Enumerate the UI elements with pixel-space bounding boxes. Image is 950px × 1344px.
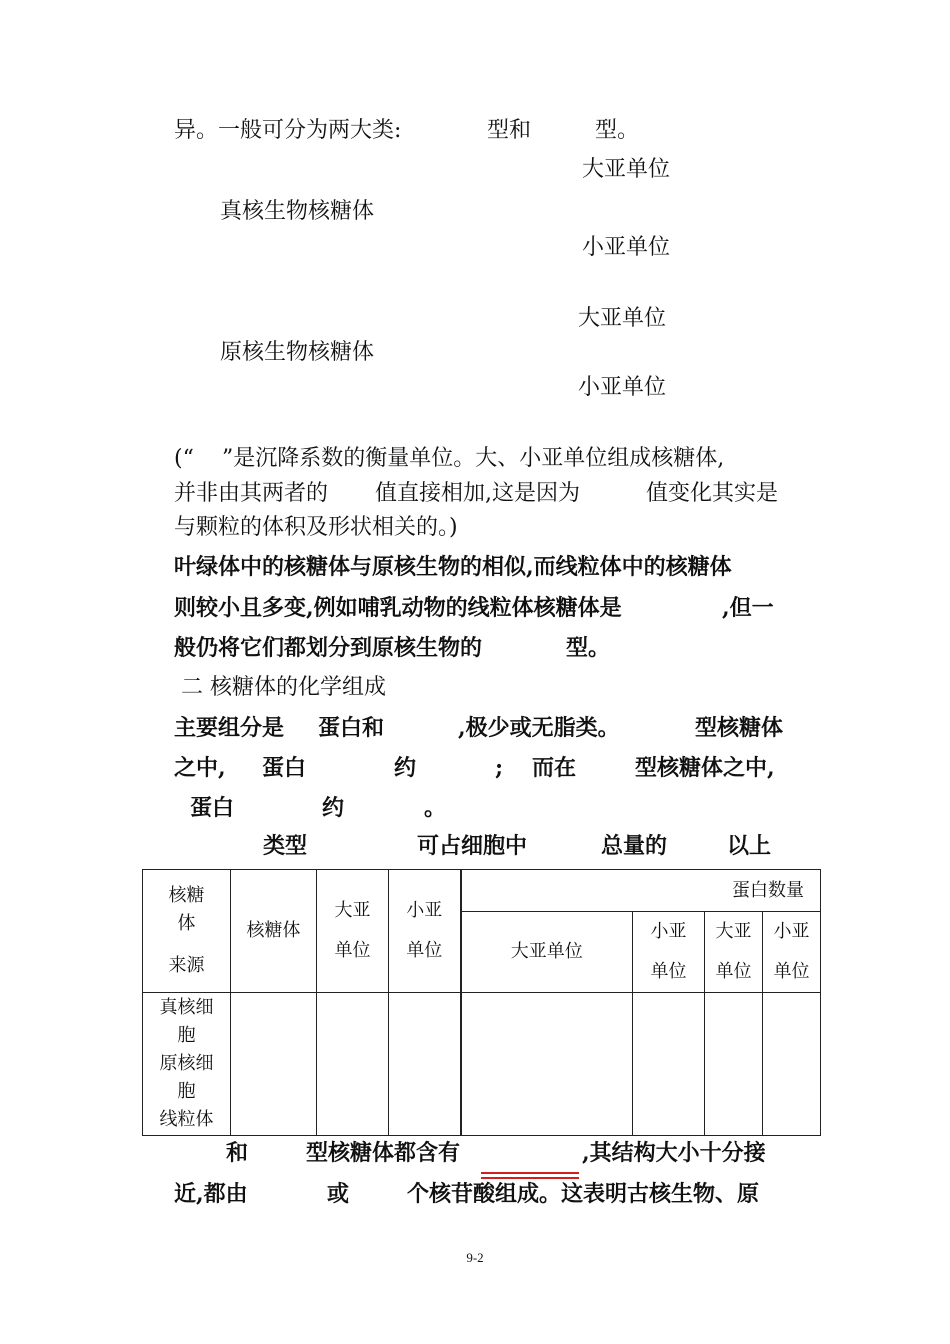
header-source-line-1: 核糖 — [168, 885, 205, 906]
note-line-1-b: ”是沉降系数的衡量单位。大、小亚单位组成核糖体, — [222, 446, 725, 471]
cell-empty — [461, 993, 633, 1136]
ending-line-1-b: 型核糖体都含有 — [306, 1140, 461, 1166]
row-eukaryote-line-2: 胞 — [177, 1025, 196, 1046]
header-small-subunit — [389, 870, 461, 993]
composition-line-2-e: 而在 — [532, 755, 577, 781]
composition-line-4-d: 以上 — [727, 833, 772, 859]
prokaryote-ribosome-label: 原核生物核糖体 — [220, 340, 375, 365]
header-protein-large-line-1: 大亚 — [715, 921, 752, 942]
composition-line-4-b: 可占细胞中 — [417, 833, 528, 859]
header-protein-large-line-2: 单位 — [715, 961, 752, 982]
composition-line-1-a: 主要组分是 — [174, 715, 285, 741]
composition-line-4-c: 总量的 — [601, 833, 668, 859]
section-heading: 二 核糖体的化学组成 — [181, 675, 386, 700]
composition-line-1-c: ,极少或无脂类。 — [458, 715, 620, 741]
header-large-line-2: 单位 — [334, 940, 371, 961]
header-small-line-1: 小亚 — [406, 900, 443, 921]
cell-empty — [389, 993, 461, 1136]
ending-line-2-c: 个核苷酸组成。这表明古核生物、原 — [407, 1181, 760, 1207]
eukaryote-small-subunit: 小亚单位 — [582, 235, 671, 260]
ending-line-1-a: 和 — [226, 1140, 249, 1166]
page-number: 9-2 — [466, 1250, 484, 1265]
paragraph-line-3-b: 型。 — [566, 635, 611, 661]
header-small-sub-line-1: 小亚 — [650, 921, 687, 942]
row-mitochondria: 线粒体 — [159, 1109, 214, 1130]
row-prokaryote-line-1: 原核细 — [159, 1053, 214, 1074]
red-underline — [481, 1177, 579, 1179]
header-protein-small-line-1: 小亚 — [773, 921, 810, 942]
composition-line-2-a: 之中, — [174, 755, 226, 781]
composition-line-2-c: 约 — [394, 755, 417, 781]
row-eukaryote-line-1: 真核细 — [159, 997, 214, 1018]
composition-line-3-a: 蛋白 — [190, 795, 235, 821]
composition-line-2-d: ; — [495, 755, 504, 781]
header-large-line-1: 大亚 — [334, 900, 371, 921]
paragraph-line-1: 叶绿体中的核糖体与原核生物的相似,而线粒体中的核糖体 — [174, 554, 732, 580]
header-protein-count: 蛋白数量 — [461, 870, 821, 912]
note-line-2-a: 并非由其两者的 — [174, 481, 329, 506]
header-large-sub: 大亚单位 — [461, 912, 633, 993]
line-1: 异。一般可分为两大类: — [174, 118, 402, 143]
header-small-sub — [633, 912, 705, 993]
header-small-line-2: 单位 — [406, 940, 443, 961]
composition-line-3-c: 。 — [424, 795, 447, 821]
eukaryote-large-subunit: 大亚单位 — [582, 157, 671, 182]
header-source — [143, 870, 231, 993]
note-line-1-a: (“ — [174, 446, 194, 471]
ending-line-2-b: 或 — [327, 1181, 350, 1207]
header-source-line-3: 来源 — [168, 955, 205, 976]
composition-line-1-b: 蛋白和 — [318, 715, 385, 741]
paragraph-line-2-b: ,但一 — [722, 595, 774, 621]
composition-line-2-b: 蛋白 — [262, 755, 307, 781]
header-protein-small-line-2: 单位 — [773, 961, 810, 982]
red-underline — [481, 1172, 579, 1174]
header-source-line-2: 体 — [177, 913, 196, 934]
composition-line-4-a: 类型 — [263, 833, 308, 859]
paragraph-line-2-a: 则较小且多变,例如哺乳动物的线粒体核糖体是 — [174, 595, 622, 621]
ending-line-2-a: 近,都由 — [174, 1181, 248, 1207]
header-ribosome: 核糖体 — [231, 870, 317, 993]
header-protein-small — [763, 912, 821, 993]
header-large-subunit — [317, 870, 389, 993]
composition-line-1-d: 型核糖体 — [695, 715, 784, 741]
cell-empty — [763, 993, 821, 1136]
ribosome-table — [142, 869, 821, 1136]
header-small-sub-line-2: 单位 — [650, 961, 687, 982]
row-prokaryote-line-2: 胞 — [177, 1081, 196, 1102]
paragraph-line-3-a: 般仍将它们都划分到原核生物的 — [174, 635, 483, 661]
cell-empty — [633, 993, 705, 1136]
row-labels — [143, 993, 231, 1136]
cell-empty — [231, 993, 317, 1136]
note-line-2-b: 值直接相加,这是因为 — [375, 481, 580, 506]
note-line-3: 与颗粒的体积及形状相关的。) — [174, 515, 458, 540]
composition-line-2-f: 型核糖体之中, — [635, 755, 775, 781]
cell-empty — [705, 993, 763, 1136]
header-protein-large — [705, 912, 763, 993]
prokaryote-small-subunit: 小亚单位 — [578, 375, 667, 400]
prokaryote-large-subunit: 大亚单位 — [578, 306, 667, 331]
eukaryote-ribosome-label: 真核生物核糖体 — [220, 199, 375, 224]
note-line-2-c: 值变化其实是 — [646, 481, 779, 506]
composition-line-3-b: 约 — [322, 795, 345, 821]
line-1-c: 型。 — [595, 118, 640, 143]
ending-line-1-c: ,其结构大小十分接 — [582, 1140, 766, 1166]
line-1-b: 型和 — [487, 118, 532, 143]
cell-empty — [317, 993, 389, 1136]
